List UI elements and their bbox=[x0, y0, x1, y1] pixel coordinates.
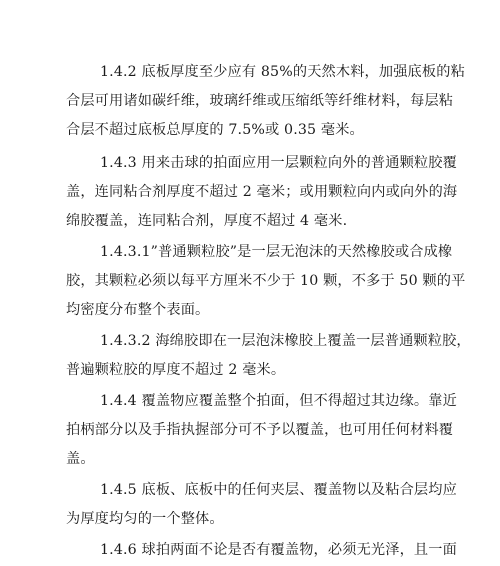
paragraph-line: 合层可用诸如碳纤维，玻璃纤维或压缩纸等纤维材料，每层粘 bbox=[66, 93, 454, 109]
paragraph-line: 合层不超过底板总厚度的 7.5%或 0.35 毫米。 bbox=[66, 122, 364, 138]
paragraph-1-4-5 bbox=[66, 476, 457, 534]
paragraph-1-4-3 bbox=[66, 149, 458, 236]
paragraph-line: 1.4.3 用来击球的拍面应用一层颗粒向外的普通颗粒胶覆 bbox=[100, 155, 457, 171]
paragraph-line: 为厚度均匀的一个整体。 bbox=[66, 511, 224, 527]
paragraph-line: 1.4.3.1”普通颗粒胶”是一层无泡沫的天然橡胶或合成橡 bbox=[100, 244, 453, 260]
paragraph-line: 盖，连同粘合剂厚度不超过 2 毫米；或用颗粒向内或向外的海 bbox=[66, 184, 458, 200]
paragraph-1-4-3-2 bbox=[66, 327, 471, 385]
paragraph-line: 1.4.5 底板、底板中的任何夹层、覆盖物以及粘合层均应 bbox=[100, 482, 457, 498]
paragraph-line: 均密度分布整个表面。 bbox=[66, 302, 210, 318]
paragraph-1-4-4 bbox=[66, 387, 457, 474]
paragraph-line: 盖。 bbox=[66, 451, 95, 467]
paragraph-line: 普遍颗粒胶的厚度不超过 2 毫米。 bbox=[66, 362, 286, 378]
paragraph-line: 绵胶覆盖，连同粘合剂，厚度不超过 4 毫米. bbox=[66, 213, 348, 229]
paragraph-line: 胶，其颗粒必须以每平方厘米不少于 10 颗，不多于 50 颗的平 bbox=[66, 273, 466, 289]
paragraph-line: 拍柄部分以及手指执握部分可不予以覆盖，也可用任何材料覆 bbox=[66, 422, 454, 438]
paragraph-line: 1.4.4 覆盖物应覆盖整个拍面，但不得超过其边缘。靠近 bbox=[100, 393, 457, 409]
paragraph-1-4-6 bbox=[66, 536, 457, 565]
paragraph-line: 1.4.2 底板厚度至少应有 85%的天然木料，加强底板的粘 bbox=[100, 64, 465, 80]
paragraph-1-4-3-1 bbox=[66, 238, 466, 325]
paragraph-line: 1.4.3.2 海绵胶即在一层泡沫橡胶上覆盖一层普通颗粒胶， bbox=[100, 333, 471, 349]
paragraph-line: 1.4.6 球拍两面不论是否有覆盖物，必须无光泽，且一面 bbox=[100, 542, 457, 558]
paragraph-1-4-2 bbox=[66, 58, 465, 145]
